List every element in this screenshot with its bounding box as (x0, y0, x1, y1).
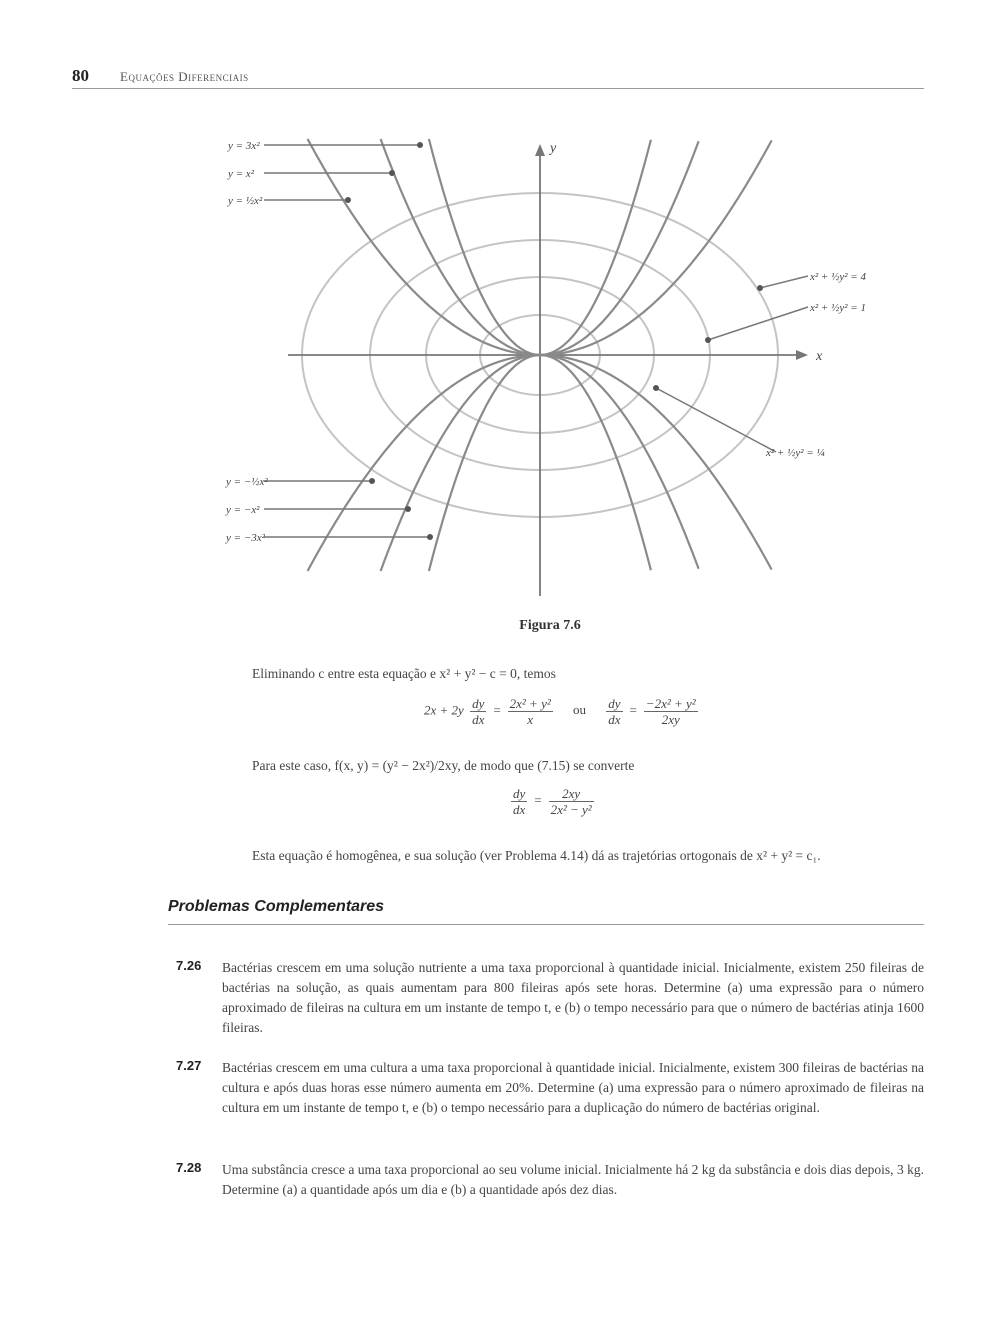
problem-number: 7.26 (176, 958, 202, 973)
label-ellipse-1: x² + ½y² = 1 (810, 302, 866, 314)
figure-7-6 (0, 100, 992, 610)
figure-caption: Figura 7.6 (519, 618, 581, 633)
page-number: 80 (72, 66, 89, 85)
running-head: Equações Diferenciais (120, 69, 249, 84)
equation-1: 2x + 2y $\frac{dy}{dx}$ = $\frac{\text{2x² + y²}}{x}$ ou $\frac{dy}{dx}$ = $\frac{\text{−2x² + y²}}{2xy}$ (424, 696, 696, 727)
label-curve-3x2: y = 3x² (228, 140, 260, 152)
equation-2: $\frac{dy}{dx}$ = $\frac{2xy}{\text{2x² − y²}}$ (513, 786, 592, 817)
paragraph-2: Para este caso, f(x, y) = (y² − 2x²)/2xy, de modo que (7.15) se converte (252, 758, 635, 773)
label-ellipse-quarter: x² + ½y² = ¼ (766, 447, 825, 459)
label-curve-neg-half-x2: y = −½x² (226, 476, 268, 488)
y-axis-label: y (550, 141, 557, 156)
problem-text: Uma substância cresce a uma taxa proporcional ao seu volume inicial. Inicialmente há 2 kg da substância e dois dias depois, 3 kg. Determine (a) a quantidade após um dia e (b) a quantidade após dez dias. (222, 1162, 924, 1197)
y-axis-arrow-icon (535, 144, 545, 156)
leader-dots (345, 142, 763, 540)
problem-number: 7.27 (176, 1058, 202, 1073)
leaders-upper-left (264, 145, 420, 200)
label-curve-neg-3x2: y = −3x² (226, 532, 265, 544)
x-axis-arrow-icon (796, 350, 808, 360)
label-curve-neg-x2: y = −x² (226, 504, 260, 516)
label-curve-x2: y = x² (228, 168, 254, 180)
label-curve-half-x2: y = ½x² (228, 195, 263, 207)
paragraph-1: Eliminando c entre esta equação e x² + y² − c = 0, temos (252, 666, 556, 681)
paragraph-3: Esta equação é homogênea, e sua solução (ver Problema 4.14) dá as trajetórias ortogonais de x² + y² = c₁. (252, 848, 821, 863)
label-ellipse-4: x² + ½y² = 4 (810, 271, 866, 283)
problem-7-28 (176, 1160, 924, 1204)
leaders-right (656, 276, 808, 452)
problem-7-26 (176, 958, 924, 1042)
problem-text: Bactérias crescem em uma solução nutriente a uma taxa proporcional à quantidade inicial. Inicialmente, existem 250 fileiras de bactérias na solução, as quais aumentam para 800 fileiras após sete horas. Determine (a) uma expressão para o número aproximado de fileiras na cultura em um instante de tempo t, e (b) o tempo necessário para que o número de bactérias atinja 1600 fileiras. (222, 960, 924, 1035)
problem-7-27 (176, 1058, 924, 1142)
section-title: Problemas Complementares (168, 898, 924, 925)
problem-number: 7.28 (176, 1160, 202, 1175)
x-axis-label: x (816, 349, 823, 364)
problem-text: Bactérias crescem em uma cultura a uma taxa proporcional à quantidade inicial. Inicialmente, existem 300 fileiras de bactérias na cultura e após duas horas esse número aumenta em 20%. Determine (a) uma expressão para o número aproximado de fileiras na cultura em um instante de tempo t, e (b) o tempo necessário para a duplicação do número de bactérias original. (222, 1060, 924, 1115)
page-header (72, 64, 924, 89)
